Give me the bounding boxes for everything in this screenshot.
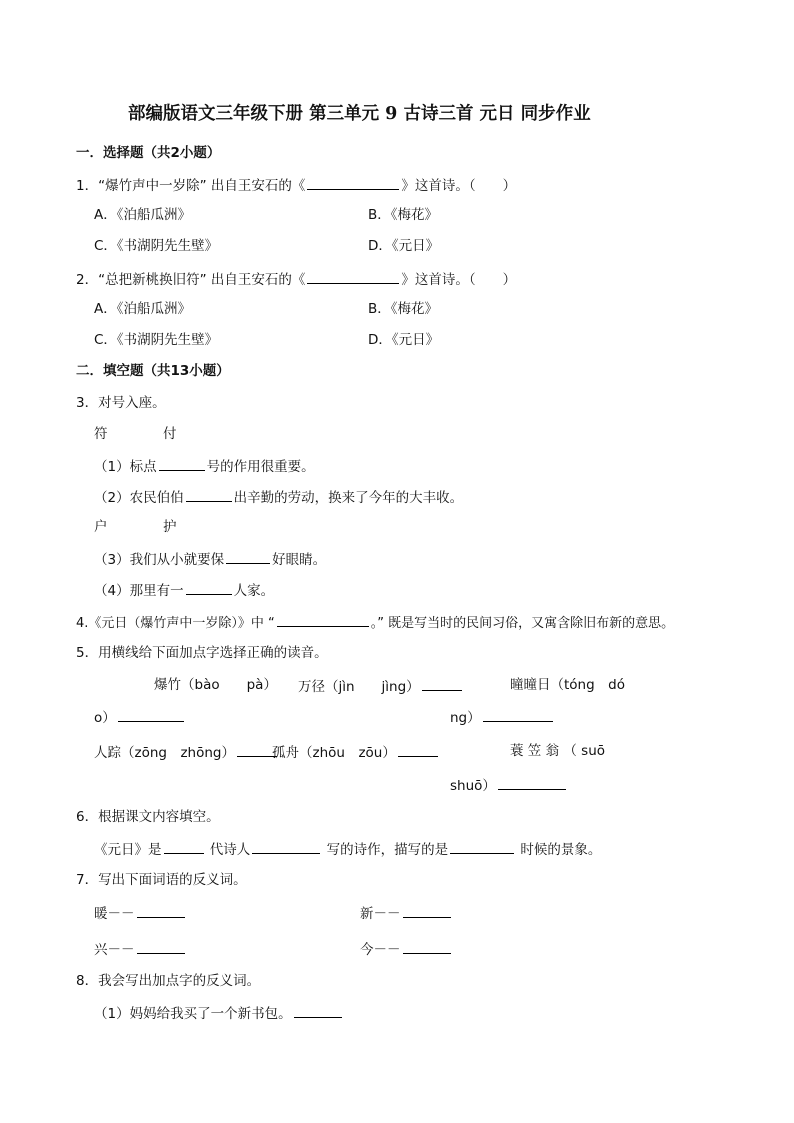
q2-stem-start: 2．“总把新桃换旧符” 出自王安石的《	[76, 272, 306, 288]
q5-item-2-blank[interactable]	[422, 677, 462, 691]
q5-item-4-text: 人踪（zōng zhōng）	[94, 745, 235, 761]
question-5-stem: 5．用横线给下面加点字选择正确的读音。	[76, 645, 328, 661]
q7-item-2-blank[interactable]	[403, 904, 451, 918]
q5-item-4-blank[interactable]	[237, 743, 277, 757]
q3-word-hu: 户	[94, 519, 108, 535]
q3-s4-blank[interactable]	[186, 581, 232, 595]
q3-s2-blank[interactable]	[186, 488, 232, 502]
q3-s3-end: 好眼睛。	[272, 552, 327, 568]
q3-word-fu: 符	[94, 426, 108, 442]
q7-item-4-blank[interactable]	[403, 940, 451, 954]
q1-stem-start: 1．“爆竹声中一岁除” 出自王安石的《	[76, 178, 306, 194]
q2-blank[interactable]	[307, 270, 399, 284]
q5-item-1-blank[interactable]	[118, 708, 184, 722]
q2-option-c[interactable]: C．《书湖阴先生壁》	[94, 332, 219, 348]
q6-blank-3[interactable]	[450, 840, 514, 854]
q1-stem-end: 》这首诗。（ ）	[401, 178, 517, 194]
q2-option-b[interactable]: B．《梅花》	[368, 301, 439, 317]
q5-item-baozhu	[154, 677, 277, 693]
q5-item-guzhou	[272, 743, 440, 761]
q7-item-2-text: 新－－	[360, 906, 401, 922]
q5-item-wanjing	[298, 677, 464, 695]
q3-sentence-4	[94, 581, 274, 599]
q3-s4-start: （4）那里有一	[94, 583, 184, 599]
q3-s2-start: （2）农民伯伯	[94, 490, 184, 506]
q4-start: 4.《元日（爆竹声中一岁除）》中 “	[76, 616, 275, 631]
q3-s4-end: 人家。	[233, 583, 275, 599]
q6-part-b: 代诗人	[209, 842, 251, 858]
q3-sentence-1	[94, 457, 315, 475]
q7-item-3-blank[interactable]	[137, 940, 185, 954]
q5-item-2-text: 万径（jìn jìng）	[298, 679, 420, 695]
q3-word-hu2: 护	[163, 519, 177, 535]
q1-blank[interactable]	[307, 176, 399, 190]
q5-item-3-cont-text: ng）	[450, 710, 481, 726]
q7-item-xin	[360, 904, 453, 922]
q2-option-a[interactable]: A．《泊船瓜洲》	[94, 301, 191, 317]
q7-item-1-text: 暖－－	[94, 906, 135, 922]
q7-item-4-text: 今－－	[360, 942, 401, 958]
q5-item-suoliweng: 蓑 笠 翁 （ suō	[510, 743, 606, 759]
q7-item-1-blank[interactable]	[137, 904, 185, 918]
q2-option-d[interactable]: D．《元日》	[368, 332, 440, 348]
q1-option-a[interactable]: A．《泊船瓜洲》	[94, 207, 191, 223]
q7-item-3-text: 兴－－	[94, 942, 135, 958]
question-4	[76, 613, 674, 632]
q5-item-6-cont-text: shuō）	[450, 778, 496, 794]
q3-s1-start: （1）标点	[94, 459, 157, 475]
q8-s1-text: （1）妈妈给我买了一个新书包。	[94, 1006, 292, 1022]
q7-item-jin	[360, 940, 453, 958]
q5-item-tongtongri: 曈曈日（tóng dó	[510, 677, 626, 693]
q8-s1-blank[interactable]	[294, 1004, 342, 1018]
q3-s3-blank[interactable]	[226, 550, 270, 564]
question-3-stem: 3．对号入座。	[76, 395, 166, 411]
q2-stem-end: 》这首诗。（ ）	[401, 272, 517, 288]
q3-s2-end: 出辛勤的劳动，换来了今年的大丰收。	[233, 490, 464, 506]
q6-part-c: 写的诗作，描写的是	[326, 842, 449, 858]
section-choice-heading: 一．选择题（共2小题）	[76, 145, 221, 161]
q5-item-3-cont	[450, 708, 555, 726]
q4-blank[interactable]	[277, 613, 369, 627]
question-1-stem	[76, 176, 516, 194]
q5-item-5-text: 孤舟（zhōu zōu）	[272, 745, 396, 761]
q4-end: 。” 既是写当时的民间习俗，又寓含除旧布新的意思。	[370, 616, 675, 631]
q6-blank-1[interactable]	[164, 840, 204, 854]
q5-item-1-cont-text: o）	[94, 710, 116, 726]
q5-item-1-text: 爆竹（bào pà）	[154, 677, 277, 693]
question-7-stem: 7．写出下面词语的反义词。	[76, 872, 247, 888]
question-2-stem	[76, 270, 516, 288]
q1-option-d[interactable]: D．《元日》	[368, 238, 440, 254]
q8-sentence-1	[94, 1004, 344, 1022]
q5-item-3-blank[interactable]	[483, 708, 553, 722]
question-6-stem: 6．根据课文内容填空。	[76, 809, 220, 825]
q5-item-5-blank[interactable]	[398, 743, 438, 757]
q7-item-xing	[94, 940, 187, 958]
q5-item-6-blank[interactable]	[498, 776, 566, 790]
q3-s1-end: 号的作用很重要。	[206, 459, 315, 475]
q6-sentence	[94, 840, 601, 858]
q1-option-b[interactable]: B．《梅花》	[368, 207, 439, 223]
q5-item-1-cont	[94, 708, 186, 726]
q6-part-a: 《元日》是	[94, 842, 162, 858]
q6-part-d: 时候的景象。	[520, 842, 602, 858]
section-fill-heading: 二．填空题（共13小题）	[76, 363, 230, 379]
q3-sentence-2	[94, 488, 463, 506]
q3-word-fu2: 付	[163, 426, 177, 442]
q3-sentence-3	[94, 550, 326, 568]
q3-s3-start: （3）我们从小就要保	[94, 552, 225, 568]
q7-item-nuan	[94, 904, 187, 922]
question-8-stem: 8．我会写出加点字的反义词。	[76, 973, 261, 989]
q1-option-c[interactable]: C．《书湖阴先生壁》	[94, 238, 219, 254]
q5-item-renzong	[94, 743, 279, 761]
q3-s1-blank[interactable]	[159, 457, 205, 471]
page-title: 部编版语文三年级下册 第三单元 9 古诗三首 元日 同步作业	[128, 104, 591, 124]
q5-item-6-cont	[450, 776, 568, 794]
q6-blank-2[interactable]	[252, 840, 320, 854]
